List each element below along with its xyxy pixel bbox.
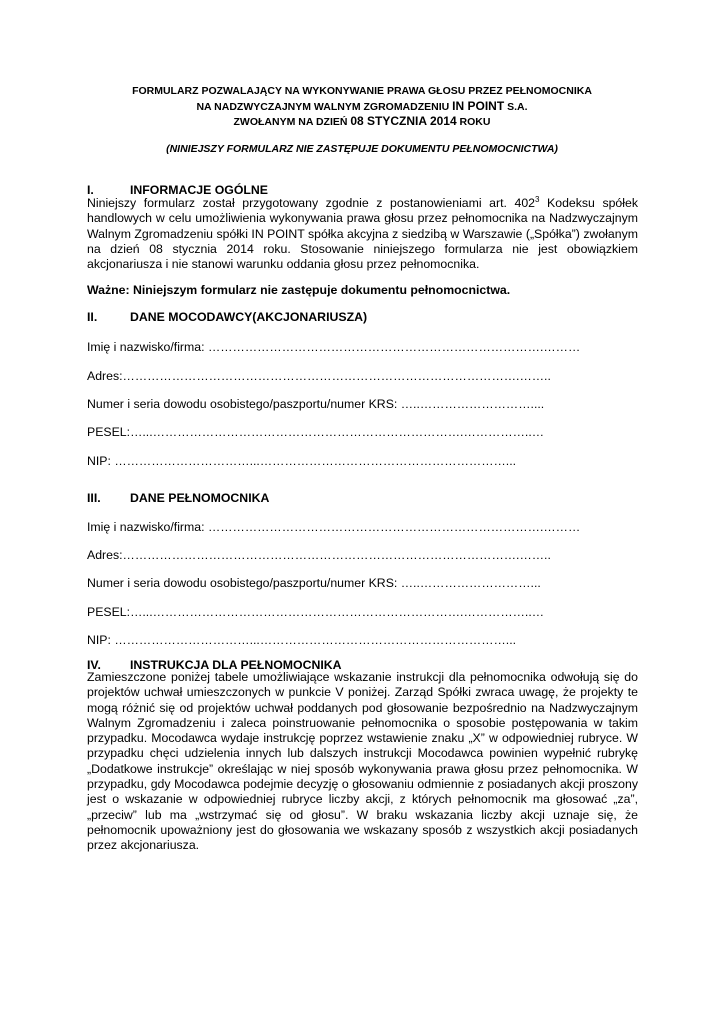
- section-1-title: INFORMACJE OGÓLNE: [130, 183, 269, 197]
- section-1-heading: [87, 183, 268, 197]
- section-2-number: II.: [87, 310, 98, 324]
- section-3-title: DANE PEŁNOMOCNIKA: [130, 491, 270, 505]
- principal-address-field[interactable]: Adres:…………………………………………………………………………………….……..: [87, 369, 551, 383]
- proxy-id-field[interactable]: Numer i seria dowodu osobistego/paszportu/numer KRS: …..………………………...: [87, 576, 541, 590]
- principal-nip-field[interactable]: NIP: ……………………………...……………………………………………………...: [87, 454, 517, 468]
- section-1-text-a: Niniejszy formularz został przygotowany zgodnie z postanowieniami art. 402: [87, 196, 536, 210]
- section-2-title: DANE MOCODAWCY(AKCJONARIUSZA): [130, 310, 368, 324]
- convened-text: ZWOŁANYM NA DZIEŃ: [233, 116, 351, 128]
- proxy-nip-field[interactable]: NIP: ……………………………...……………………………………………………...: [87, 633, 517, 647]
- important-note: Ważne: Niniejszym formularz nie zastępuje dokumentu pełnomocnictwa.: [87, 283, 511, 297]
- proxy-name-field[interactable]: Imię i nazwisko/firma: ……………………………………………………………………….………: [87, 520, 581, 534]
- principal-pesel-field[interactable]: PESEL:…...………………………………………………………………….……………..…: [87, 425, 545, 439]
- section-4-paragraph: Zamieszczone poniżej tabele umożliwiające wskazanie instrukcji dla pełnomocnika odwołują się do projektów uchwał umieszczonych w punkcie V poniżej. Zarząd Spółki zwraca uwagę, że projekty te mogą różnić się od projektów uchwał poddanych pod głosowanie bezpośrednio na Nadzwyczajnym Walnym Zgromadzeniu i zaleca poinstruowanie pełnomocnika o sposobie postępowania w takim przypadku. Mocodawca wydaje instrukcję poprzez wstawienie znaku „X” w odpowiedniej rubryce. W przypadku chęci udzielenia innych lub dalszych instrukcji Mocodawca powinien wypełnić rubrykę „Dodatkowe instrukcje” określając w niej sposób wykonywania prawa głosu przez pełnomocnika. W przypadku, gdy Mocodawca podejmie decyzję o głosowaniu odmiennie z posiadanych akcji proszony jest o wskazanie w odpowiedniej rubryce liczby akcji, z których pełnomocnik ma głosować „za”, „przeciw” lub ma „wstrzymać się od głosu”. W braku wskazania liczby akcji uznaje się, że pełnomocnik upoważniony jest do głosowania we wskazany sposób z wszystkich akcji posiadanych przez akcjonariusza.: [87, 670, 638, 853]
- year-suffix: ROKU: [456, 116, 491, 128]
- section-4-title: INSTRUKCJA DLA PEŁNOMOCNIKA: [130, 658, 342, 672]
- form-title-line-2: [0, 100, 724, 114]
- form-disclaimer: (NINIEJSZY FORMULARZ NIE ZASTĘPUJE DOKUMENTU PEŁNOMOCNICTWA): [166, 143, 558, 155]
- section-1-number: I.: [87, 183, 94, 197]
- meeting-date: 08 STYCZNIA 2014: [350, 114, 457, 128]
- section-1-superscript: 3: [535, 195, 540, 204]
- principal-id-field[interactable]: Numer i seria dowodu osobistego/paszportu/numer KRS: …..………………………....: [87, 397, 545, 411]
- form-title-line-1: [0, 85, 724, 98]
- company-name: IN POINT: [452, 99, 505, 113]
- company-suffix: S.A.: [504, 101, 528, 113]
- proxy-address-field[interactable]: Adres:…………………………………………………………………………………….……..: [87, 548, 551, 562]
- form-title-line-3: [0, 115, 724, 129]
- principal-name-field[interactable]: Imię i nazwisko/firma: ……………………………………………………………………….………: [87, 340, 581, 354]
- section-1-text-b: Kodeksu spółek handlowych w celu umożliwienia wykonywania prawa głosu przez pełnomocnika na Nadzwyczajnym Walnym Zgromadzeniu spółki IN POINT spółka akcyjna z siedzibą w Warszawie („Spółka”) zwołanym na dzień 08 stycznia 2014 roku. Stosowanie niniejszego formularza nie jest obowiązkiem akcjonariusza i nie stanowi warunku oddania głosu przez pełnomocnika.: [87, 196, 638, 272]
- meeting-type-text: NA NADZWYCZAJNYM WALNYM ZGROMADZENIU: [196, 101, 453, 113]
- form-title-text: FORMULARZ POZWALAJĄCY NA WYKONYWANIE PRAWA GŁOSU PRZEZ PEŁNOMOCNIKA: [132, 85, 592, 97]
- section-2-heading: [87, 310, 367, 324]
- section-3-number: III.: [87, 491, 101, 505]
- proxy-pesel-field[interactable]: PESEL:…...………………………………………………………………….……………..…: [87, 605, 545, 619]
- section-3-heading: [87, 491, 269, 505]
- section-1-paragraph: [87, 196, 638, 272]
- section-4-number: IV.: [87, 658, 101, 672]
